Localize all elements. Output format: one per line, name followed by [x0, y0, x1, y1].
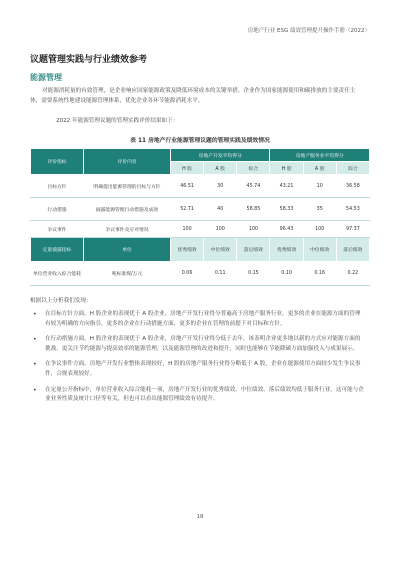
- table-row: [31, 221, 370, 238]
- table-row: [31, 198, 370, 221]
- intro-paragraph: 对能源消耗量的有效管理，是企业响应国家能源政策及降低环境成本的关键举措。企业作为国家能源使用和碳排放的主要责任主体，需要系统性地建设能源管理体系，优化企业各环节能源消耗水平。: [30, 88, 356, 104]
- analysis-intro: 根据以上分析我们发现：: [30, 298, 92, 304]
- value-cell: 0.16: [303, 262, 336, 286]
- bullet-text: 在争议事件方面，房地产开发行业整体表现较好，H 股的房地产服务行业得分略低于 A 股，企业在能源使用方面较少发生争议事件，合规表现较好。: [45, 361, 361, 377]
- value-cell: 52.71: [171, 198, 204, 221]
- value-cell: 0.22: [336, 262, 369, 286]
- bullet-icon: •: [33, 386, 37, 394]
- bullet-icon: •: [33, 311, 37, 318]
- list-item: [30, 360, 366, 379]
- quant-subheader: 中位绩效: [303, 238, 336, 262]
- value-cell: 58.33: [270, 198, 303, 221]
- bullet-text: 在行动措施方面，H 股企业的表现优于 A 股企业，房地产开发行业得分低于去年，该表明企业更多地以新的方式应对能源方面的挑战，更关注节约能源与提高效率的能源管理，以及能源管理的改进和提升，同时也能够在节能降碳方面加强投入与成果展示。: [45, 336, 361, 352]
- row-metric: 行动措施: [31, 198, 84, 221]
- quant-subheader: 中位绩效: [204, 238, 237, 262]
- subheader-cell: A 股: [204, 162, 237, 175]
- bullet-icon: •: [33, 361, 37, 369]
- section-title: 议题管理实践与行业绩效参考: [30, 55, 148, 65]
- row-content: 披露能源管理行动措施及成效: [84, 198, 171, 221]
- value-cell: 97.37: [336, 221, 369, 238]
- row-metric: 争议事件: [31, 221, 84, 238]
- subheader-cell: 综合: [336, 162, 369, 175]
- row-metric: 目标方针: [31, 175, 84, 198]
- table-row: [31, 262, 370, 286]
- value-cell: 100: [237, 221, 270, 238]
- page-number: 18: [196, 514, 204, 520]
- row-content: 争议事件及应对情况: [84, 221, 171, 238]
- table-title: 表 11 房地产行业能源管理议题的管理实践及绩效情况: [130, 138, 270, 144]
- value-cell: 54.53: [336, 198, 369, 221]
- bullet-icon: •: [33, 336, 37, 344]
- value-cell: 43.21: [270, 175, 303, 198]
- sub-section-title: 能源管理: [30, 73, 62, 82]
- quant-metric: 单位营业收入综合能耗: [31, 262, 84, 286]
- page-header: 房地产行业 ESG 绩效管理提升操作手册（2022）: [247, 28, 370, 34]
- value-cell: 0.06: [171, 262, 204, 286]
- value-cell: 36.58: [336, 175, 369, 198]
- energy-management-table: [30, 148, 370, 286]
- subheader-cell: A 股: [303, 162, 336, 175]
- subheader-cell: H 股: [171, 162, 204, 175]
- quant-unit: 吨标准煤/万元: [84, 262, 171, 286]
- value-cell: 10: [303, 175, 336, 198]
- value-cell: 0.10: [270, 262, 303, 286]
- header-unit: 单位: [84, 238, 171, 262]
- subheader-cell: H 股: [270, 162, 303, 175]
- value-cell: 46.51: [171, 175, 204, 198]
- subheader-cell: 综合: [237, 162, 270, 175]
- value-cell: 40: [204, 198, 237, 221]
- quant-subheader: 落后绩效: [336, 238, 369, 262]
- value-cell: 58.85: [237, 198, 270, 221]
- header-eval-content: 评价内容: [84, 149, 171, 175]
- value-cell: 96.43: [270, 221, 303, 238]
- header-quant-metric: 定量披露指标: [31, 238, 84, 262]
- quant-subheader: 优秀绩效: [171, 238, 204, 262]
- quant-subheader: 落后绩效: [237, 238, 270, 262]
- value-cell: 100: [171, 221, 204, 238]
- results-intro-paragraph: 2022 年能源管理议题的管理实践评价结果如下：: [56, 118, 179, 124]
- row-content: 明确提出能源管理的目标与方针: [84, 175, 171, 198]
- value-cell: 100: [204, 221, 237, 238]
- list-item: [30, 310, 366, 329]
- value-cell: 30: [204, 175, 237, 198]
- value-cell: 0.15: [237, 262, 270, 286]
- table-row: [31, 175, 370, 198]
- list-item: [30, 335, 366, 354]
- header-group-dev: 房地产开发平均得分: [171, 149, 270, 162]
- value-cell: 45.74: [237, 175, 270, 198]
- header-group-service: 房地产服务业平均得分: [270, 149, 370, 162]
- list-item: [30, 386, 366, 405]
- bullet-text: 在定量公开指标中，单位营业收入综合能耗一项，房地产开发行业的优秀绩效、中位绩效、落后绩效均低于服务行业，这可能与企业业务性质及统计口径等有关，但也可以看出能源管理绩效有待提升。: [45, 386, 364, 403]
- analysis-bullet-list: [30, 310, 366, 411]
- bullet-text: 在目标方针方面，H 股企业的表现优于 A 股企业，房地产开发行业得分普遍高于房地产服务行业。更多的企业在能源方面的管理有较为明确的方向指引，更多的企业在行动措施方面，更多的企业在管理的前提下对目标和方针。: [45, 311, 361, 327]
- value-cell: 100: [303, 221, 336, 238]
- quant-subheader: 优秀绩效: [270, 238, 303, 262]
- value-cell: 35: [303, 198, 336, 221]
- header-eval-metric: 评价指标: [31, 149, 84, 175]
- value-cell: 0.11: [204, 262, 237, 286]
